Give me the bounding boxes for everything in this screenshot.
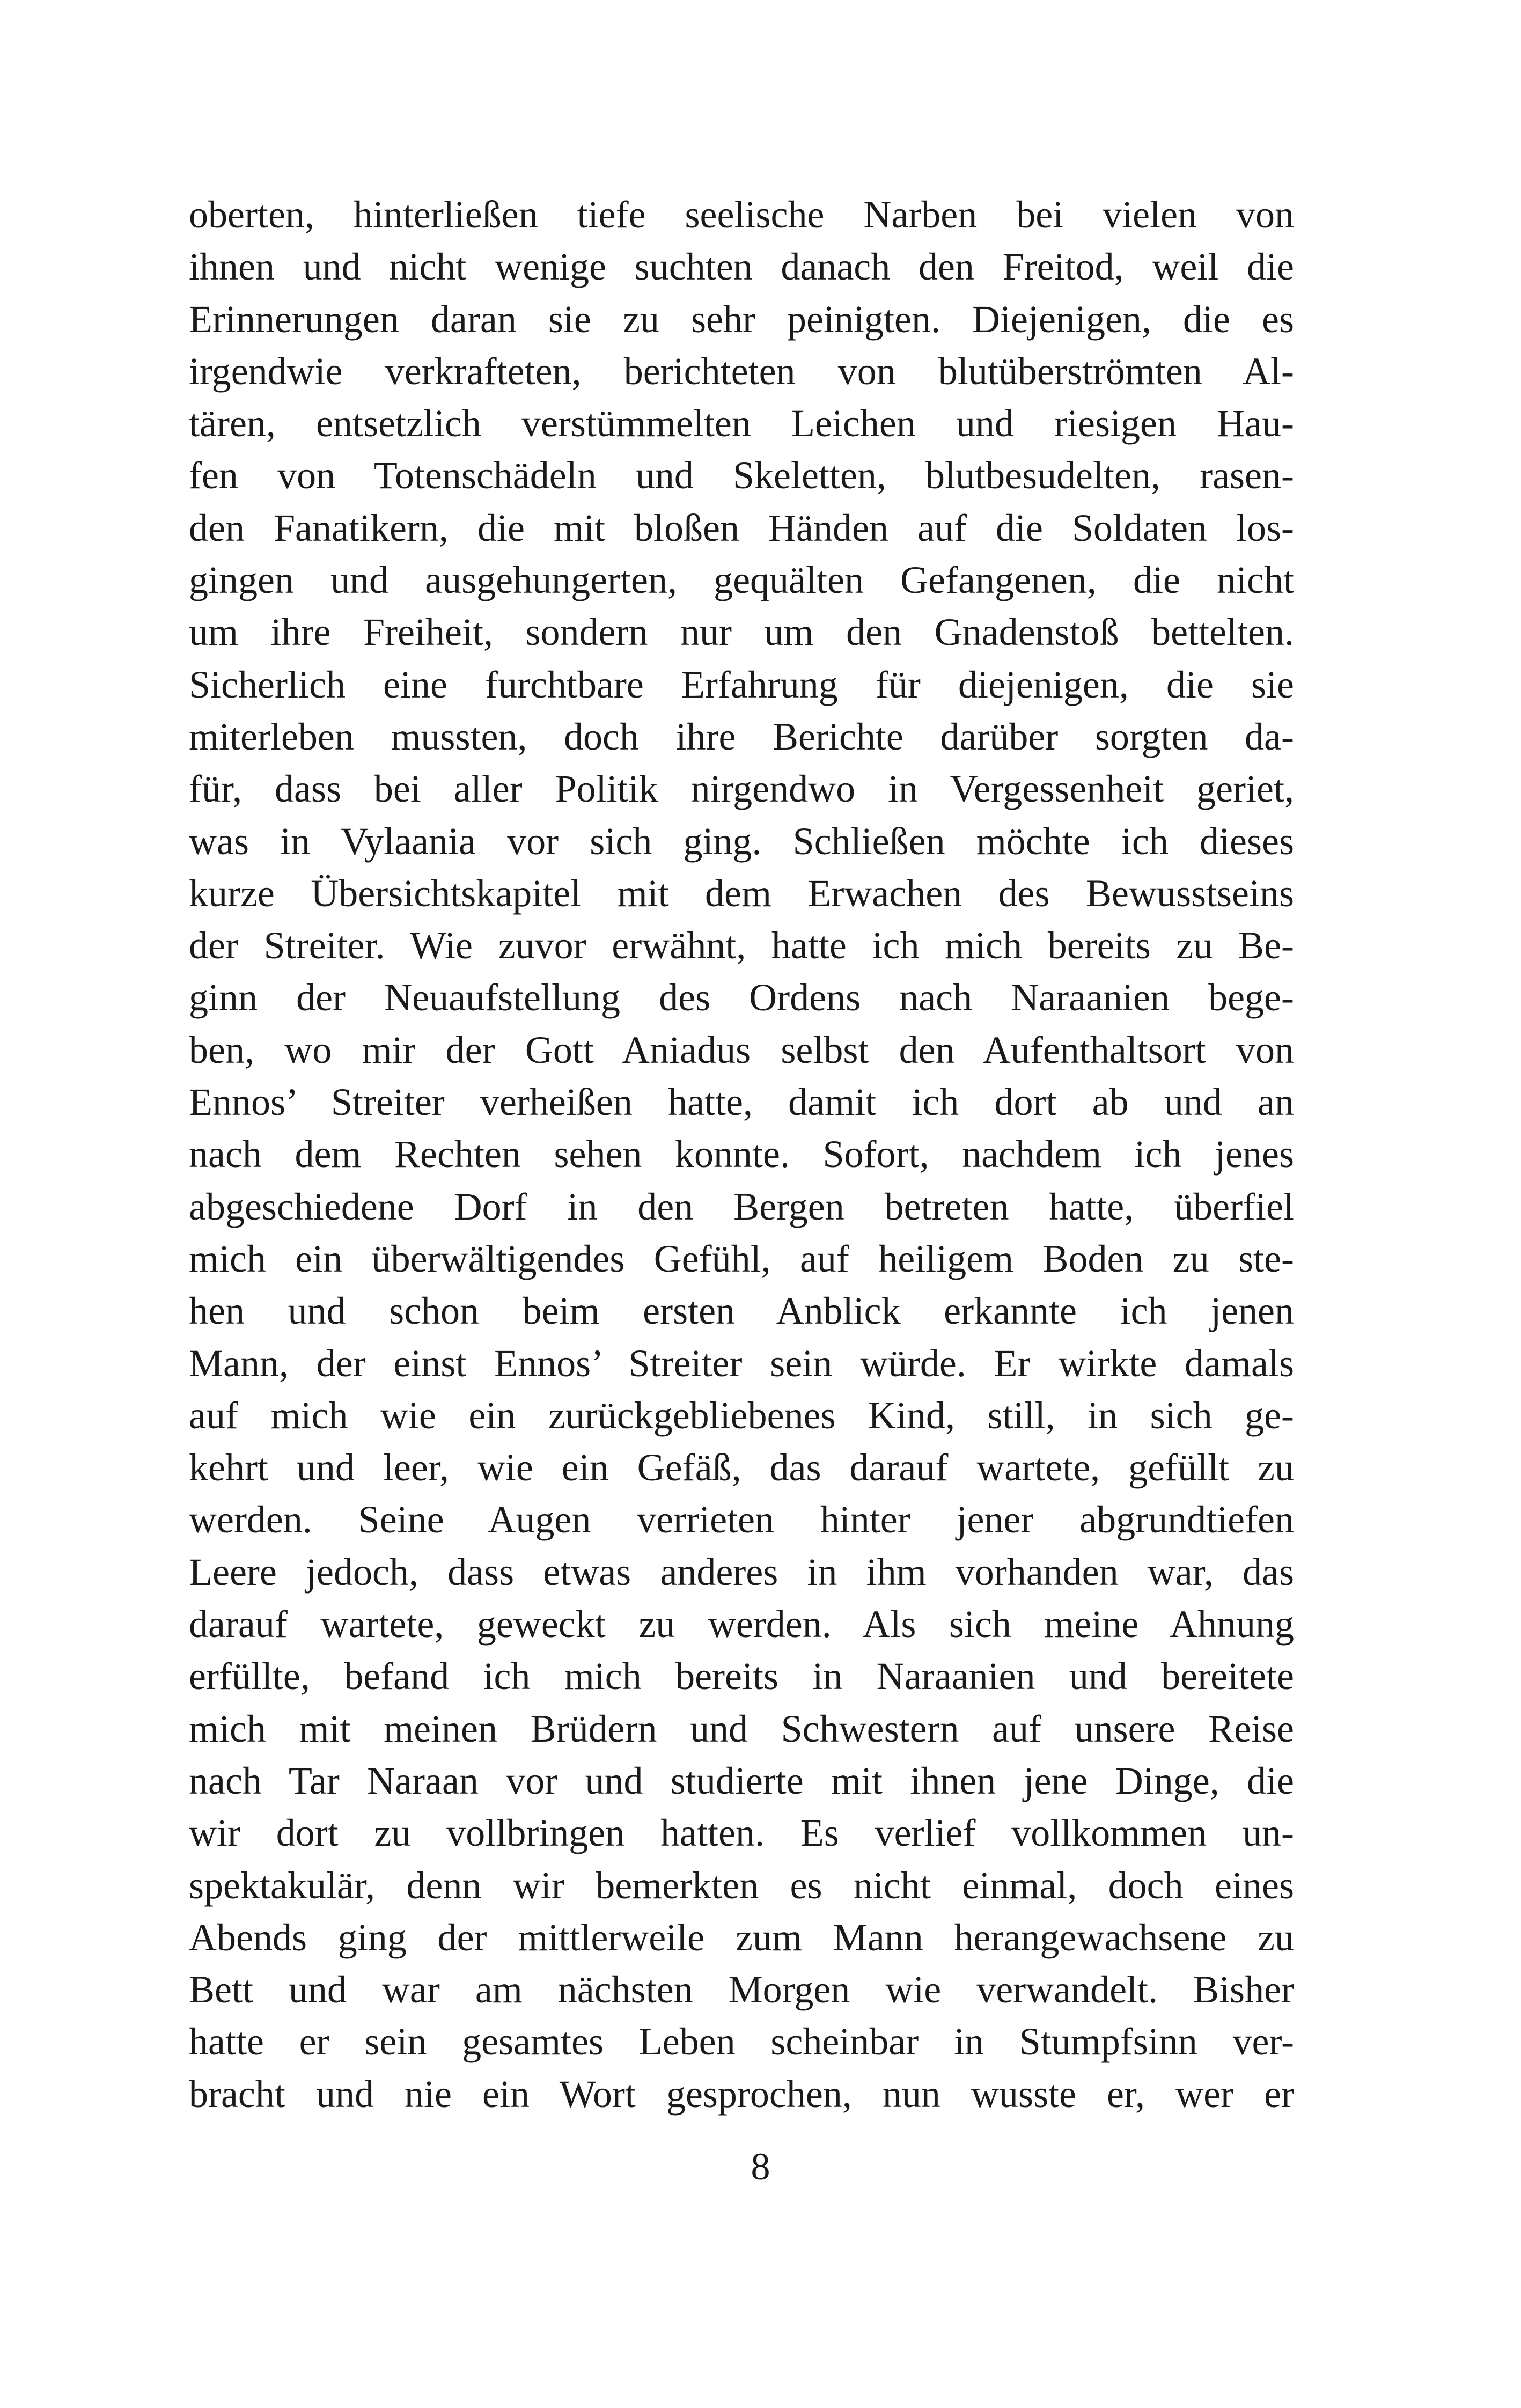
text-line: Bett und war am nächsten Morgen wie verwandelt. Bisher [189, 1968, 1294, 2011]
page-number: 8 [751, 2145, 770, 2188]
text-line: wir dort zu vollbringen hatten. Es verlief vollkommen un- [189, 1811, 1294, 1855]
text-line: ihnen und nicht wenige suchten danach den Freitod, weil die [189, 245, 1294, 289]
text-line: nach dem Rechten sehen konnte. Sofort, nachdem ich jenes [189, 1133, 1294, 1176]
text-line: erfüllte, befand ich mich bereits in Naraanien und bereitete [189, 1655, 1294, 1698]
text-line: kurze Übersichtskapitel mit dem Erwachen des Bewusstseins [189, 871, 1294, 915]
text-line: gingen und ausgehungerten, gequälten Gefangenen, die nicht [189, 559, 1294, 602]
text-line: den Fanatikern, die mit bloßen Händen auf die Soldaten los- [189, 506, 1294, 549]
text-line: Ennos’ Streiter verheißen hatte, damit ich dort ab und an [189, 1081, 1294, 1124]
text-line: darauf wartete, geweckt zu werden. Als sich meine Ahnung [189, 1603, 1294, 1646]
text-line: ginn der Neuaufstellung des Ordens nach Naraanien bege- [189, 976, 1294, 1019]
text-line: oberten, hinterließen tiefe seelische Narben bei vielen von [189, 193, 1294, 236]
text-line: miterleben mussten, doch ihre Berichte darüber sorgten da- [189, 715, 1294, 758]
text-line: abgeschiedene Dorf in den Bergen betreten hatte, überfiel [189, 1185, 1294, 1228]
text-line: Sicherlich eine furchtbare Erfahrung für diejenigen, die sie [189, 663, 1294, 706]
text-line: was in Vylaania vor sich ging. Schließen möchte ich dieses [189, 819, 1294, 863]
text-line: Mann, der einst Ennos’ Streiter sein würde. Er wirkte damals [189, 1341, 1294, 1385]
text-line: für, dass bei aller Politik nirgendwo in Vergessenheit geriet, [189, 767, 1294, 811]
body-text [189, 189, 1294, 2120]
text-line: werden. Seine Augen verrieten hinter jener abgrundtiefen [189, 1498, 1294, 1541]
text-line: der Streiter. Wie zuvor erwähnt, hatte ich mich bereits zu Be- [189, 924, 1294, 967]
text-line: mich ein überwältigendes Gefühl, auf heiligem Boden zu ste- [189, 1237, 1294, 1280]
text-line: hatte er sein gesamtes Leben scheinbar in Stumpfsinn ver- [189, 2020, 1294, 2064]
text-line: hen und schon beim ersten Anblick erkannte ich jenen [189, 1289, 1294, 1333]
text-line: bracht und nie ein Wort gesprochen, nun wusste er, wer er [189, 2072, 1294, 2116]
text-line: spektakulär, denn wir bemerkten es nicht einmal, doch eines [189, 1863, 1294, 1907]
text-line: mich mit meinen Brüdern und Schwestern auf unsere Reise [189, 1707, 1294, 1750]
text-line: auf mich wie ein zurückgebliebenes Kind, still, in sich ge- [189, 1393, 1294, 1437]
text-line: tären, entsetzlich verstümmelten Leichen und riesigen Hau- [189, 402, 1294, 445]
text-line: Leere jedoch, dass etwas anderes in ihm vorhanden war, das [189, 1550, 1294, 1594]
text-line: irgendwie verkrafteten, berichteten von blutüberströmten Al- [189, 349, 1294, 393]
text-line: Abends ging der mittlerweile zum Mann herangewachsene zu [189, 1915, 1294, 1959]
text-line: fen von Totenschädeln und Skeletten, blutbesudelten, rasen- [189, 454, 1294, 497]
text-line: um ihre Freiheit, sondern nur um den Gnadenstoß bettelten. [189, 611, 1294, 654]
text-line: nach Tar Naraan vor und studierte mit ihnen jene Dinge, die [189, 1759, 1294, 1802]
text-line: ben, wo mir der Gott Aniadus selbst den Aufenthaltsort von [189, 1028, 1294, 1071]
text-line: Erinnerungen daran sie zu sehr peinigten. Diejenigen, die es [189, 297, 1294, 341]
text-line: kehrt und leer, wie ein Gefäß, das darauf wartete, gefüllt zu [189, 1446, 1294, 1489]
